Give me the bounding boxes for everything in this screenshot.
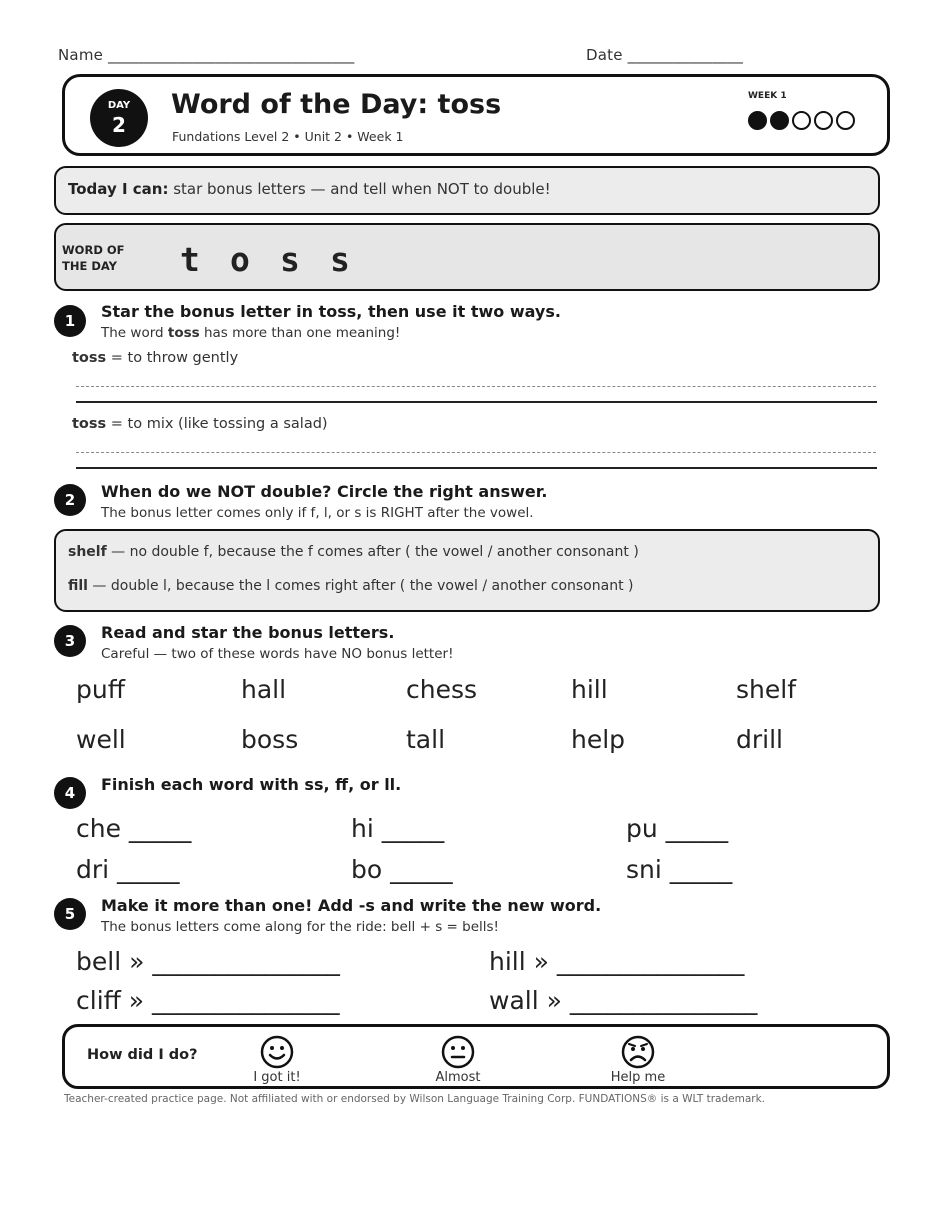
- word-item[interactable]: shelf: [736, 675, 796, 704]
- definition-word: toss: [72, 416, 107, 432]
- word-of-day-label-line1: WORD OF: [62, 243, 125, 257]
- section-3-number: 3: [54, 625, 86, 657]
- progress-dot-3: [792, 111, 811, 130]
- word-item[interactable]: boss: [241, 725, 299, 754]
- day-number: 2: [112, 113, 126, 137]
- section-1-subheading: [101, 325, 400, 341]
- self-rating-question: How did I do?: [87, 1047, 198, 1063]
- happy-face-icon[interactable]: [260, 1035, 294, 1069]
- word-item[interactable]: help: [571, 725, 626, 754]
- word-completion-item[interactable]: dri _____: [76, 855, 180, 884]
- sad-face-icon[interactable]: [621, 1035, 655, 1069]
- definition-1: [72, 350, 238, 366]
- word-completion-item[interactable]: pu _____: [626, 814, 729, 843]
- section-2-subheading: The bonus letter comes only if f, l, or s is RIGHT after the vowel.: [101, 505, 534, 521]
- word-item[interactable]: chess: [406, 675, 478, 704]
- section-2-number: 2: [54, 484, 86, 516]
- neutral-face-icon[interactable]: [441, 1035, 475, 1069]
- today-label: Today I can:: [68, 180, 169, 198]
- section-3-subheading: Careful — two of these words have NO bonus letter!: [101, 646, 454, 662]
- word-of-day-box: [54, 223, 880, 291]
- writing-line-2[interactable]: [76, 467, 877, 469]
- section-3-heading: Read and star the bonus letters.: [101, 623, 395, 642]
- word-completion-item[interactable]: bo _____: [351, 855, 453, 884]
- today-text: star bonus letters — and tell when NOT to double!: [168, 180, 551, 198]
- section-1-number: 1: [54, 305, 86, 337]
- word-of-day-label-line2: THE DAY: [62, 259, 118, 273]
- sub-text: has more than one meaning!: [199, 325, 401, 341]
- word-of-day-letters: [180, 240, 380, 279]
- word-item[interactable]: well: [76, 725, 126, 754]
- word-item[interactable]: drill: [736, 725, 783, 754]
- definition-2: [72, 416, 328, 432]
- rating-label-help-me: Help me: [610, 1070, 666, 1085]
- section-4-number: 4: [54, 777, 86, 809]
- choice-text: — double l, because the l comes right after ( the vowel / another consonant ): [87, 578, 634, 594]
- definition-text: = to throw gently: [106, 350, 239, 366]
- week-label: WEEK 1: [748, 91, 787, 101]
- date-field[interactable]: Date _______________: [586, 46, 744, 64]
- choice-question-1[interactable]: [68, 544, 639, 560]
- definition-word: toss: [72, 350, 107, 366]
- name-field[interactable]: Name ________________________________: [58, 46, 355, 64]
- footer-disclaimer: Teacher-created practice page. Not affiliated with or endorsed by Wilson Language Training Corp. FUNDATIONS® is a WLT trademark.: [64, 1093, 766, 1105]
- choice-word: shelf: [68, 544, 107, 560]
- writing-line-1[interactable]: [76, 401, 877, 403]
- page-title: Word of the Day: toss: [171, 89, 502, 120]
- header-card: [62, 74, 890, 156]
- sub-text: The word: [101, 325, 168, 341]
- letter-tile: o: [230, 240, 250, 279]
- word-completion-item[interactable]: che _____: [76, 814, 192, 843]
- choice-word: fill: [68, 578, 88, 594]
- writing-guide-dashed: [76, 452, 876, 453]
- self-rating-box: [62, 1024, 890, 1089]
- word-item[interactable]: puff: [76, 675, 125, 704]
- day-label: DAY: [107, 100, 131, 111]
- word-item[interactable]: tall: [406, 725, 446, 754]
- definition-text: = to mix (like tossing a salad): [106, 416, 328, 432]
- day-badge: [90, 89, 148, 147]
- progress-dot-2: [770, 111, 789, 130]
- section-1-heading: Star the bonus letter in toss, then use it two ways.: [101, 302, 561, 321]
- choice-text: — no double f, because the f comes after ( the vowel / another consonant ): [106, 544, 639, 560]
- plural-item[interactable]: bell » _______________: [76, 947, 340, 976]
- today-goal-box: [54, 166, 880, 215]
- word-completion-item[interactable]: sni _____: [626, 855, 733, 884]
- section-5-number: 5: [54, 898, 86, 930]
- letter-tile: s: [330, 240, 350, 279]
- progress-dot-1: [748, 111, 767, 130]
- progress-dot-4: [814, 111, 833, 130]
- progress-dot-5: [836, 111, 855, 130]
- rating-label-almost: Almost: [435, 1070, 481, 1085]
- word-item[interactable]: hill: [571, 675, 608, 704]
- plural-item[interactable]: hill » _______________: [489, 947, 745, 976]
- word-item[interactable]: hall: [241, 675, 287, 704]
- week-progress: [748, 111, 855, 130]
- word-completion-item[interactable]: hi _____: [351, 814, 445, 843]
- letter-tile: t: [180, 240, 200, 279]
- choice-question-2[interactable]: [68, 578, 633, 594]
- section-2-heading: When do we NOT double? Circle the right answer.: [101, 482, 548, 501]
- writing-guide-dashed: [76, 386, 876, 387]
- word-of-day-label: [62, 242, 125, 274]
- section-5-subheading: The bonus letters come along for the ride: bell + s = bells!: [101, 919, 499, 935]
- circle-choice-box: [54, 529, 880, 612]
- section-4-heading: Finish each word with ss, ff, or ll.: [101, 775, 402, 794]
- plural-item[interactable]: wall » _______________: [489, 986, 758, 1015]
- plural-item[interactable]: cliff » _______________: [76, 986, 340, 1015]
- sub-bold: toss: [167, 325, 200, 341]
- page-subtitle: Fundations Level 2 • Unit 2 • Week 1: [172, 129, 404, 144]
- letter-tile: s: [280, 240, 300, 279]
- section-5-heading: Make it more than one! Add -s and write the new word.: [101, 896, 602, 915]
- rating-label-got-it: I got it!: [253, 1070, 301, 1085]
